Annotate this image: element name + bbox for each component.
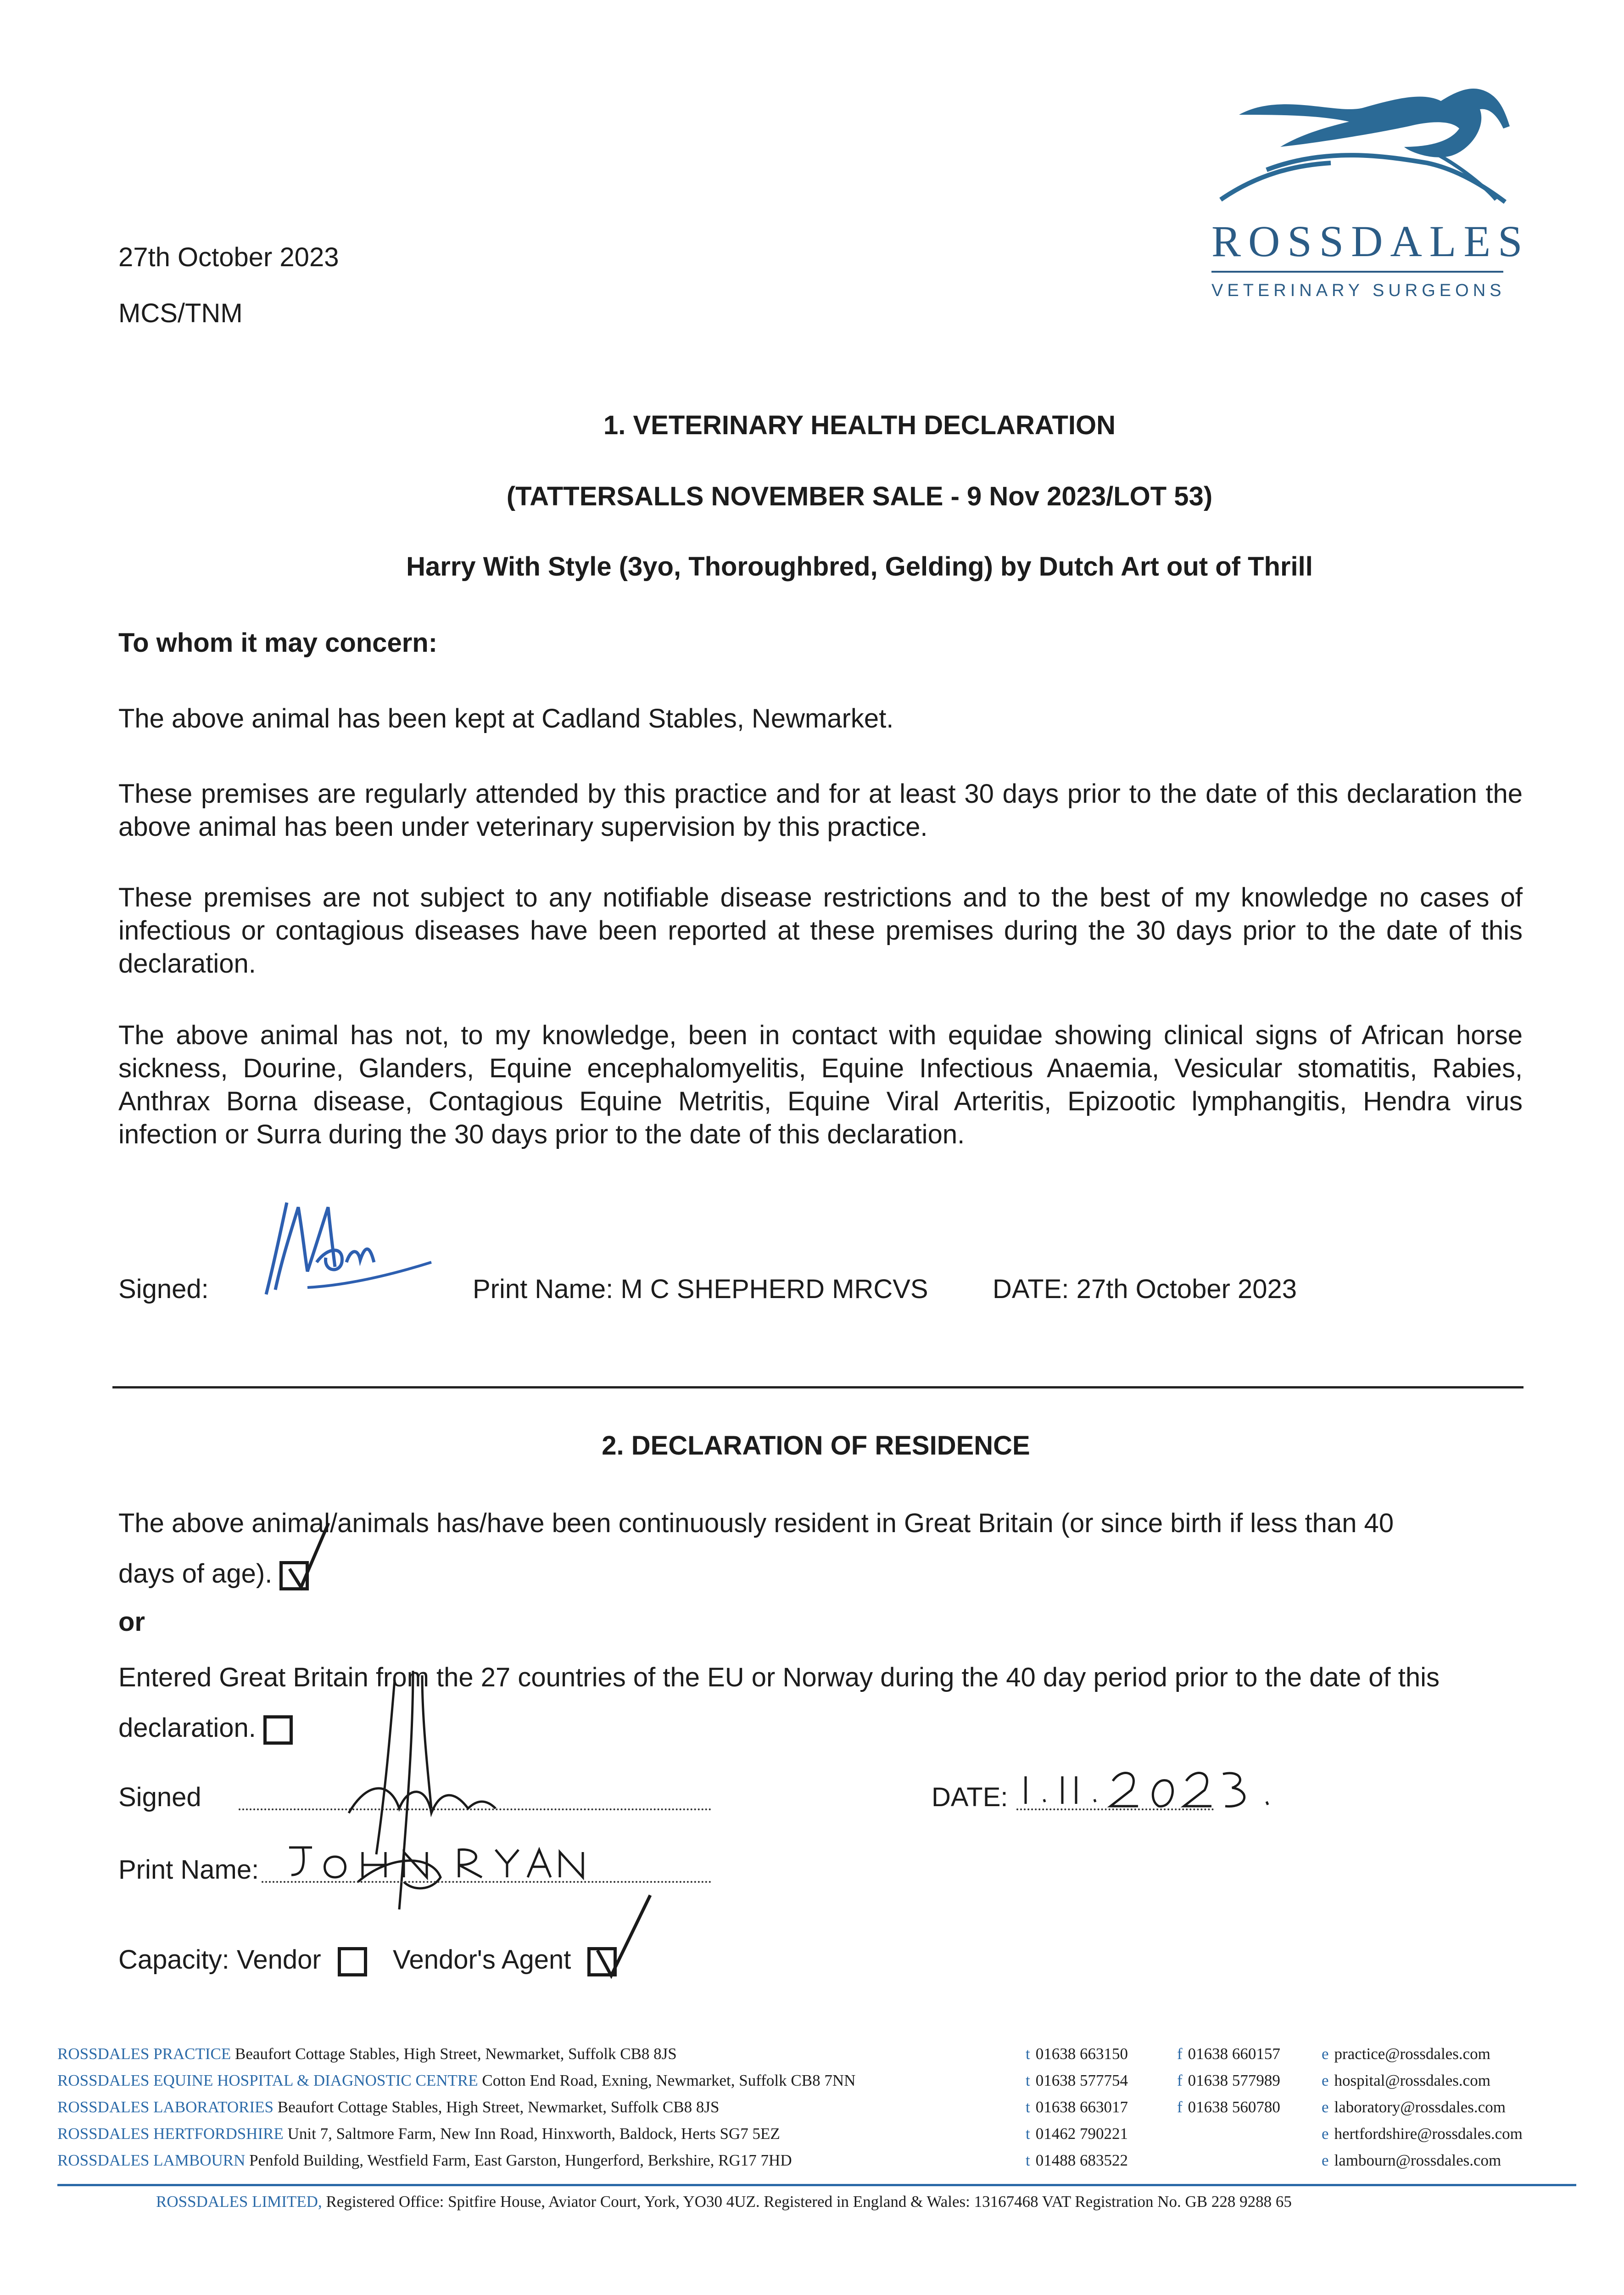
footer-branch-address: Beaufort Cottage Stables, High Street, Newmarket, Suffolk CB8 8JS [235,2045,677,2063]
handwritten-date [1016,1763,1273,1813]
check-mark-icon [278,1518,333,1596]
vet-signed-label: Signed: [118,1274,209,1304]
horse-details: Harry With Style (3yo, Thoroughbred, Gelding) by Dutch Art out of Thrill [406,552,1313,582]
section1-heading: 1. VETERINARY HEALTH DECLARATION [603,410,1116,440]
letter-reference: MCS/TNM [118,298,243,328]
footer-fax: 01638 560780 [1188,2098,1280,2116]
vendors-agent-label: Vendor's Agent [392,1945,571,1975]
paragraph-restrictions: These premises are not subject to any notifiable disease restrictions and to the best of my knowledge no cases of infectious or contagious diseases have been reported at these premises during the 30 days prior to the date of this declaration. [118,883,1523,979]
footer-telephone-prefix: t [1026,2045,1030,2063]
logo-rule [1211,271,1503,273]
residence-signed-label: Signed [118,1782,201,1812]
or-label: or [118,1607,145,1637]
footer-branch-address: Penfold Building, Westfield Farm, East Garston, Hungerford, Berkshire, RG17 7HD [249,2151,792,2169]
check-mark-icon [586,1891,655,1982]
footer-telephone-prefix: t [1026,2071,1030,2089]
paragraph-kept-at: The above animal has been kept at Cadland Stables, Newmarket. [118,704,894,733]
letter-date: 27th October 2023 [118,242,339,272]
option-entered [118,1652,1449,1753]
footer-email[interactable]: practice@rossdales.com [1334,2045,1490,2063]
paragraph-contact: The above animal has not, to my knowledge, been in contact with equidae showing clinical signs of African horse sickness, Dourine, Glanders, Equine encephalomyelitis, Equine Infectious Anaemia, Vesicular stomatitis, Rabies, Anthrax Borna disease, Contagious Equine Metritis, Equine Viral Arteritis, Epizootic lymphangitis, Hendra virus infection or Surra during the 30 days prior to the date of this declaration. [118,1020,1523,1149]
vendor-checkbox[interactable] [338,1947,367,1976]
footer-telephone: 01638 577754 [1035,2071,1128,2089]
logo-subtitle: VETERINARY SURGEONS [1211,281,1506,300]
vendors-agent-checkbox[interactable] [587,1947,617,1976]
vet-signature [248,1193,441,1304]
section2-heading: 2. DECLARATION OF RESIDENCE [602,1431,1030,1461]
footer-rows [57,2041,1572,2174]
footer-row [57,2121,1572,2147]
handwritten-print-name [285,1838,597,1884]
footer-branch-name: ROSSDALES LAMBOURN [57,2151,246,2169]
footer-telephone: 01488 683522 [1035,2151,1128,2169]
footer-email[interactable]: hospital@rossdales.com [1334,2071,1490,2089]
footer-branch-name: ROSSDALES HERTFORDSHIRE [57,2125,284,2143]
footer-fax-prefix: f [1177,2071,1183,2089]
capacity-label: Capacity: Vendor [118,1945,321,1975]
footer-fax-prefix: f [1177,2098,1183,2116]
footer-row [57,2041,1572,2067]
option-resident [118,1498,1449,1599]
footer-row [57,2094,1572,2121]
footer-email[interactable]: laboratory@rossdales.com [1334,2098,1506,2116]
logo-wordmark: ROSSDALES [1211,217,1530,266]
footer-telephone: 01462 790221 [1035,2125,1128,2143]
footer-fax: 01638 577989 [1188,2071,1280,2089]
footer-email-prefix: e [1322,2151,1329,2169]
footer-telephone: 01638 663017 [1035,2098,1128,2116]
footer-branch-address: Cotton End Road, Exning, Newmarket, Suffolk CB8 7NN [482,2071,856,2089]
footer-branch-address: Unit 7, Saltmore Farm, New Inn Road, Hinxworth, Baldock, Herts SG7 5EZ [287,2125,780,2143]
horse-logo-icon [1211,83,1533,207]
footer-telephone-prefix: t [1026,2125,1030,2143]
salutation: To whom it may concern: [118,628,438,658]
footer-email-prefix: e [1322,2071,1329,2089]
entered-checkbox[interactable] [263,1715,293,1745]
resident-checkbox[interactable] [279,1561,309,1590]
footer-branch-address: Beaufort Cottage Stables, High Street, Newmarket, Suffolk CB8 8JS [277,2098,720,2116]
footer-fax: 01638 660157 [1188,2045,1280,2063]
sale-subheading: (TATTERSALLS NOVEMBER SALE - 9 Nov 2023/LOT 53) [506,481,1213,511]
residence-print-name-label: Print Name: [118,1855,259,1885]
footer [57,2041,1572,2174]
footer-rule [57,2184,1576,2186]
footer-branch-name: ROSSDALES LABORATORIES [57,2098,273,2116]
vet-print-name: Print Name: M C SHEPHERD MRCVS [473,1274,928,1304]
footer-telephone: 01638 663150 [1035,2045,1128,2063]
footer-telephone-prefix: t [1026,2151,1030,2169]
footer-row [57,2147,1572,2174]
section-divider [112,1386,1524,1388]
rossdales-logo [1211,83,1533,303]
option-resident-text: The above animal/animals has/have been continuously resident in Great Britain (or since birth if less than 40 days of age). [118,1508,1394,1589]
footer-row [57,2067,1572,2094]
capacity-row [118,1935,617,1985]
registered-name: ROSSDALES LIMITED, [156,2193,322,2211]
footer-email-prefix: e [1322,2098,1329,2116]
registered-text: Registered Office: Spitfire House, Aviator Court, York, YO30 4UZ. Registered in England & Wales: 13167468 VAT Registration No. GB 228 9288 65 [326,2193,1292,2211]
footer-telephone-prefix: t [1026,2098,1030,2116]
footer-fax-prefix: f [1177,2045,1183,2063]
footer-branch-name: ROSSDALES EQUINE HOSPITAL & DIAGNOSTIC CENTRE [57,2071,478,2089]
registered-office [156,2189,1292,2215]
footer-email-prefix: e [1322,2125,1329,2143]
residence-date-label: DATE: [932,1782,1008,1812]
option-entered-text: Entered Great Britain from the 27 countries of the EU or Norway during the 40 day period prior to the date of this declaration. [118,1662,1440,1743]
vet-date: DATE: 27th October 2023 [993,1274,1297,1304]
footer-email-prefix: e [1322,2045,1329,2063]
footer-email[interactable]: hertfordshire@rossdales.com [1334,2125,1523,2143]
paragraph-supervision: These premises are regularly attended by this practice and for at least 30 days prior to the date of this declaration the above animal has been under veterinary supervision by this practice. [118,779,1523,842]
footer-email[interactable]: lambourn@rossdales.com [1334,2151,1501,2169]
footer-branch-name: ROSSDALES PRACTICE [57,2045,231,2063]
